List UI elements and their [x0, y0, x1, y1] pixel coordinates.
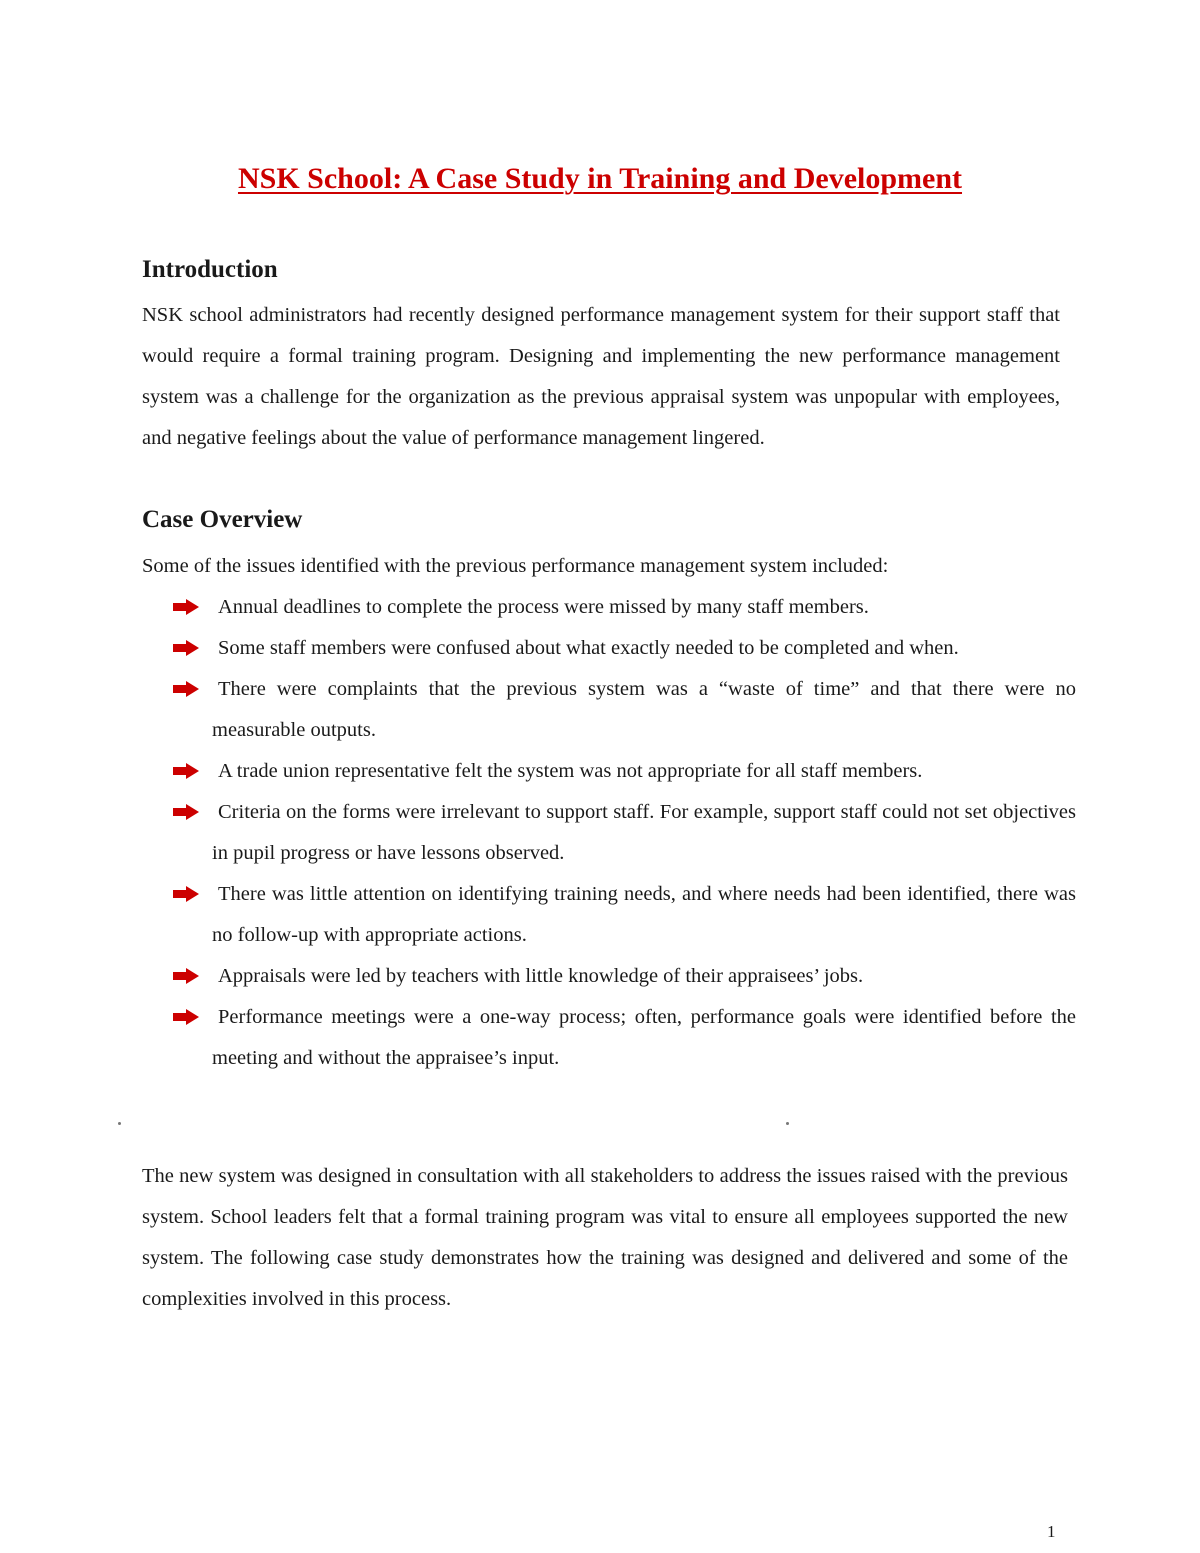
red-arrow-icon: [173, 886, 199, 902]
list-item-text: Some staff members were confused about what exactly needed to be completed and when.: [218, 637, 959, 659]
red-arrow-icon: [173, 763, 199, 779]
list-item: [0, 587, 1200, 628]
decorative-dot: [118, 1122, 121, 1125]
red-arrow-icon: [173, 1009, 199, 1025]
red-arrow-icon: [173, 640, 199, 656]
decorative-dot: [786, 1122, 789, 1125]
red-arrow-icon: [173, 681, 199, 697]
list-item-text: A trade union representative felt the system was not appropriate for all staff members.: [218, 760, 923, 782]
list-item-text: Appraisals were led by teachers with little knowledge of their appraisees’ jobs.: [218, 965, 864, 987]
list-item-text: There was little attention on identifying training needs, and where needs had been identified, there was no follow-up with appropriate actions.: [212, 883, 1076, 946]
page-number: 1: [1047, 1522, 1056, 1541]
red-arrow-icon: [173, 599, 199, 615]
case-overview-lead: Some of the issues identified with the previous performance management system included:: [142, 555, 889, 577]
red-arrow-icon: [173, 804, 199, 820]
list-item: [0, 997, 1200, 1079]
list-item: [0, 956, 1200, 997]
issues-list: [0, 587, 1200, 1079]
list-item-text: Criteria on the forms were irrelevant to support staff. For example, support staff could not set objectives in pupil progress or have lessons observed.: [212, 801, 1076, 864]
list-item: [0, 874, 1200, 956]
introduction-paragraph: NSK school administrators had recently designed performance management system for their support staff that would require a formal training program. Designing and implementing the new performance management system was a challenge for the organization as the previous appraisal system was unpopular with employees, and negative feelings about the value of performance management lingered.: [142, 304, 1060, 449]
list-item: [0, 669, 1200, 751]
list-item: [0, 628, 1200, 669]
list-item: [0, 792, 1200, 874]
closing-paragraph: The new system was designed in consultation with all stakeholders to address the issues raised with the previous system. School leaders felt that a formal training program was vital to ensure all employees supported the new system. The following case study demonstrates how the training was designed and delivered and some of the complexities involved in this process.: [142, 1165, 1068, 1310]
document-title: NSK School: A Case Study in Training and Development: [237, 162, 963, 195]
red-arrow-icon: [173, 968, 199, 984]
list-item-text: Annual deadlines to complete the process were missed by many staff members.: [218, 596, 869, 618]
introduction-heading: Introduction: [142, 256, 278, 283]
case-overview-heading: Case Overview: [142, 506, 303, 533]
list-item-text: Performance meetings were a one-way process; often, performance goals were identified before the meeting and without the appraisee’s input.: [212, 1006, 1076, 1069]
list-item: [0, 751, 1200, 792]
list-item-text: There were complaints that the previous system was a “waste of time” and that there were no measurable outputs.: [212, 678, 1076, 741]
